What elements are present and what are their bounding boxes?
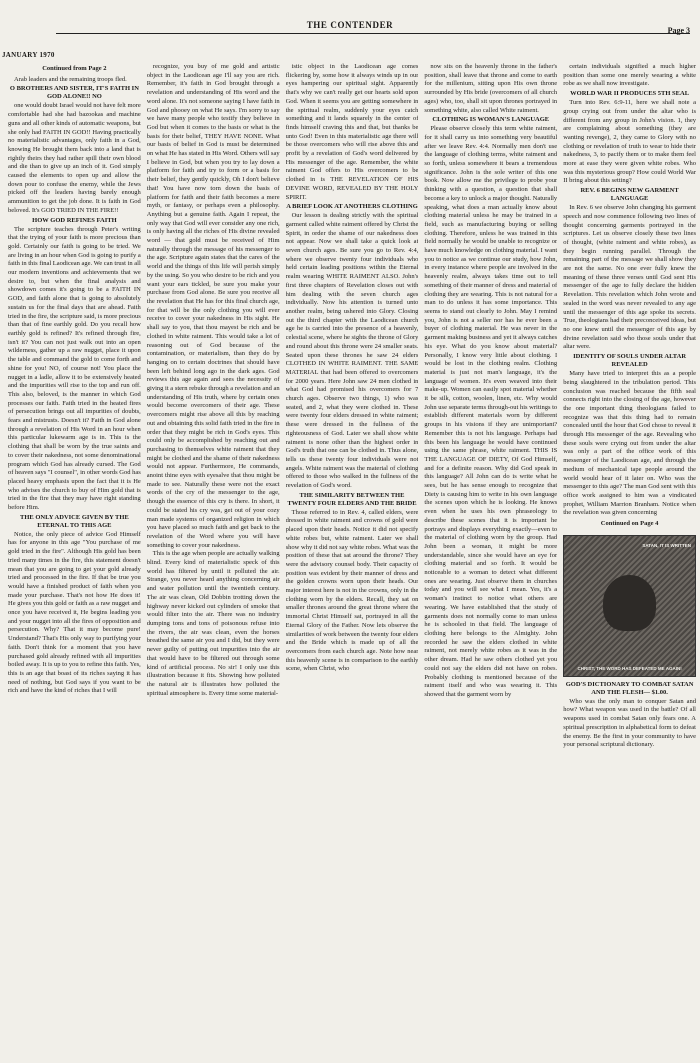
section-heading: REV. 6 BEGINS NEW GARMENT LANGUAGE <box>580 187 679 203</box>
section-heading: A BRIEF LOOK AT ANOTHERS CLOTHING <box>286 203 418 211</box>
section-heading: WORLD WAR II PRODUCES 5TH SEAL <box>570 90 690 98</box>
column-4 <box>424 63 557 1053</box>
article-paragraph: recognize, you buy of me gold and artistic object in the Laodicean age I'll say you are rich. Remember, it's faith in God brought through a revelation and understanding of His word and the word alone. It's not someone saying I have faith in God and phooey on what He says. I'm sorry to say we have many people who testify they believe in God but when it comes to the basis or what is the basis for their belief, THEY HAVE NONE. What our basis of belief in God is must be determined on what He has stated in His Word. Others will say I believe in God, but when you try to lay down a platform for faith and try to form or a basis for their belief, they gently quickly, Oh I don't believe that! You have now torn down the basis of platform for faith and their faith becomes a mere myth, or fantasy, or perhaps even a philosophy. Anything but a genuine faith. Again I repeat, the only way that God will ever consider any one rich, is only having all the riches of His divine revealed word — that gold must be received of Him naturally through the message of his messenger to the age. Scripture again states that the cares of the world and the things of this life will perish simply by the using. So you who desire to be rich and you want your ears tickled, be sure you make your purchase from God alone. Be sure you receive all the revelation that He has for this final church age, for that will be the only clothing you will ever receive to cover your nakedness in His sight. He shall say to you, that thou mayest be rich and be clothed in white raiment. This would take a lot of reasoning out of God because of the contamination, or materialism, than they do by hanging on to certain doctrines that should have been left behind long ago in the dark ages. God reviews this age again and sees the necessity of giving it a stern rebuke through a revelation and an understanding of His truth, where by certain ones would become overcomers of their age. These overcomers might rise above all this by reaching out and obtaining this solid faith tried in the fire in order that they might be rich in God's eyes. This could only be accomplished by reaching out and purchasing to themselves white raiment that they might be clothed and the shame of their nakedness would not appear. Furthermore, He commands, anoint thine eyes with eyesalve that thou might be made to see. Naturally these were not the exact words of the cry of the messenger to the age, though the essence of this cry is there. In short, it could be stated his cry was, get out of your cozy man made systems of organized religion in which you have placed so much faith and get back to the revelation of the Word where you will have something to cover your nakedness. <box>146 63 280 549</box>
figure-label: SATAN, IT IS WRITTEN <box>642 542 691 548</box>
article-paragraph: one would doubt Israel would not have felt more comfortable had she had bazookas and machine guns and all other kinds of automatic weapons, but she only had FAITH IN GOD!! Having practically no materialistic advantages, only faith in a God, knowing He brought them back into a land that is rightly theirs they had rather spill their own blood and die than to give up an inch of it. God simply caused the elements to open up and allow the down pour to confuse the enemy, while the Jews picked off the leaders having barely enough ammunition to get the job done. It is faith in God beloved. It's GOD TRIED IN THE FIRE!! <box>8 102 141 214</box>
article-paragraph: The scripture teaches through Peter's writing that the trying of your faith is more precious than gold. Certainly our faith is going to be tried. We are living in an hour when God is going to purify a faith in this final Laodicean age. We can trust in all our modern inventions and achievements that we desire to, but when the final analysis and showdown comes it's going to be a FAITH IN GOD, and faith alone that is going to absolutely sustain us for the final days that are ahead. Faith tried in the fire, the scripture said, is more precious than that of fine earthly gold. Do you recall how earthly gold is refined? It's refined through fire, isn't it? You can not just walk out into an open wilderness, gather up a raw nugget, place it upon the table and command the gold to come forth and shine for you! NO, of course not! You place the nugget in a ladle, allow it to be extensively heated and the impurities will rise to the top and run off. This also, beloved, is the manner in which God processes our faith. Faith tried in the heated fires of persecution brings out all impurities of doubts, fears and mistrusts. Doesn't it? Faith in God alone through a revelation of His Word in an hour when this particular lukewarm age is in. This is the clothing that shall be worn by the true saints and to cover their nakedness, not some denominational program which God has already cursed. The God of heaven says "I counsel", in other words God has placed heavy emphasis upon the fact that it is He who advises the church to buy of Him gold that is tried in the fire that they may have right standing before Him. <box>8 225 141 512</box>
issue-date: JANUARY 1970 <box>2 51 55 59</box>
article-paragraph: Please observe closely this term white raiment, for it shall carry us into something very beautiful after we leave Rev. 4:4. Normally men don't use the language of clothing terms, white raiment and so forth, unless somewhere it bears a tremendous significance. John is the sole writer of this one book. Now allow me the privilege to probe your thinking with a question, a question that shall become a key to unlock a major thought. Naturally speaking, what does a man actually know about clothing material unless he may be trained in a field, such as manufacturing buying or selling clothing. Therefore, unless he was trained in this field normally he would be unable to recognize or have much knowledge on clothing material. I want you to notice as we continue our study, how John, in every instance where people are involved in the heavenly realm, always takes time out to tell something of their manner of dress and material of clothing they are wearing. This is not natural for a man to do unless it has some importance. This seems to stand out clearly to John. May I remind you, John is not a seller nor has he ever been a buyer of clothing material. He was never in the garment making business and yet it always catches his eye. What do you know about material? Personally, I know very little about clothing. I would be lost in the clothing realm. Clothing material is just not man's language, it's the language of women. It's even weaved into their make-up. Women can easily spot material whether it be silk, cotton, woolen, linen, etc. Why would John use separate terms through-out his writings to establish different materials worn by different groups in his visions if they are unimportant? Remember this is not his language. Perhaps had this been his language he would have continued using the same phrase, white raiment. THIS IS THE LANGUAGE OF DIETY, Of God Himself, and for a definite reason. Why did God speak in this language? All John can do is write what he sees, but he has sense enough to recognize that Diety is causing him to write in his own language the scenes upon which he is looking. He knows even when he uses his own phraseology to describe these scenes that it is important he portrays and displays everything exactly—even to the material of clothing worn by the group. Had John been a woman, it might be more understandable, since she would have an eye for clothing material and so forth. It would be noticeable to a woman to detect what different ones are wearing. Just observe them in churches today and you will see what I mean. Yes, it's a woman's instinct to notice what others are wearing. We have established that the study of garments does not normally come to man unless he is schooled in that field. The language of clothing here belongs to the Almighty. John recorded he saw the elders clothed in white raiment, not merely white robes as it was in the other dream. Had he saw others clothed yet you could not say the elders did not have on robes. Probably clothing is mentioned because of the raiment itself and who was wearing it. This showed that the garment worn by <box>424 125 558 698</box>
section-heading: CLOTHING IS WOMAN'S LANGUAGE <box>432 116 550 124</box>
publication-title: THE CONTENDER <box>306 20 394 30</box>
article-paragraph: Our lesson is dealing strictly with the spiritual garment called white raiment offered by Christ the Spirit, in order the shame of our nakedness does not appear. Now we shall take a quick look at seven church ages. Be sure you go to Rev. 4:4, where we observe twenty four individuals who held certain leading positions within the Eternal realm wearing WHITE RAIMENT ALSO. John's first three chapters of Revelation closes out with him dealing with the seven church ages individually. Now his attention is turned unto another realm, being ushered into Glory. Closing out the third chapter with the Laodicean church age he is carried into the presence of a heavenly, celestial scene, where he sights the throne of Glory and round about this throne were 24 smaller seats. Seated upon these thrones he saw 24 elders CLOTHED IN WHITE RAIMENT. THE SAME MATERIAL that had been offered to overcomers for 2000 years. Here John saw 24 men clothed in what God had promised his overcomers for 7 church ages. Observe two things, 1) who was seated, and 2, what they were clothed in. These were twenty four elders dressed in white raiment; these were dressed in the fullness of the righteousness of God. Later we shall show white raiment is none other than the highest order in God's truth that one can be clothed in. Thus alone, tells us these twenty four individuals were not angels. White raiment was the material of clothing offered to those who walked in the fullness of the revelation of God's word. <box>285 212 419 490</box>
section-heading: THE ONLY ADVICE GIVEN BY THE ETERNAL TO THIS AGE <box>20 513 129 529</box>
figure-caption: CHRIST, THE WORD HAS DEFEATED ME AGAIN! <box>577 666 682 672</box>
cartoon-illustration <box>563 535 696 677</box>
continuation-note: Continued from Page 2 <box>42 65 107 72</box>
section-heading: HOW GOD REFINES FAITH <box>32 216 117 224</box>
column-3 <box>286 63 419 1053</box>
column-2 <box>147 63 280 1053</box>
article-paragraph: This is the age when people are actually walking blind. Every kind of materialistic speck of this world has filtered by until it polluted the air. Strange, you never heard anything concerning air and water pollution until the twentieth century. The air was clean, Old Dobbin trotting down the highway never kicked out cylinders of smoke that would filter into the air. There was no industry dumping tons and tons of poisonous refuse into the rivers, the air was clean, even the horses breathed the same air you and I did, but they were never guilty of putting out impurities into the air that would have to be filtered out through some kind of artificial process. No sir! I only use this illustration because it fits. Showing how polluted the natural air is illustrates how polluted the spiritual atmosphere is. Every time some material- <box>146 550 280 697</box>
article-paragraph: Who was the only man to conquer Satan and how? What weapon was used in the battle? Of all weapons used in combat Satan only fears one. A spiritual prescription in alphabetical form to defeat the enemy. Be the first in your community to have your personal scriptural dictionary. <box>563 697 696 749</box>
column-1 <box>8 63 141 1053</box>
article-paragraph: Arab leaders and the remaining troops fled. <box>14 75 127 83</box>
section-heading: GOD'S DICTIONARY TO COMBAT SATAN AND THE FLESH— $1.00. <box>565 680 694 696</box>
header-rule <box>56 33 690 34</box>
section-heading: THE SIMILARITY BETWEEN THE TWENTY FOUR ELDERS AND THE BRIDE <box>287 491 417 507</box>
section-heading: IDENTITY OF SOULS UNDER ALTAR REVEALED <box>573 353 687 369</box>
article-paragraph: now sits on the heavenly throne in the father's position, shall leave that throne and come to earth for the millenium, sitting upon His own throne surrounded by His bride (overcomers of all church ages) who, too, shall sit upon thrones portrayed in something white, also called White raiment. <box>424 63 558 114</box>
column-5 <box>563 63 696 1053</box>
article-paragraph: Turn into Rev. 6:9-11, here we shall note a group crying out from under the altar who is different from any group in John's vision. 1, they are complaining about something (they are wanting revenge), 2, they came to Glory with no clothing or revelation of truth to wear to hide their nakedness, 3, to pacify them or to make them feel more at ease they were given white robes. Who was this mysterious group? How could World War II bring about this setting? <box>563 99 696 185</box>
article-paragraph: Notice, the only piece of advice God Himself has for anyone in this age "You purchase of me gold tried in the fire". Although His gold has been tried many times in the fire, this statement doesn't mean that you are going to get your gold already tried and processed in the fire. If that be true you would have a finished product of faith when you made your purchase. That's not how He does it! He gives you this gold or faith as a raw nugget and once you have received it, He begins leading you and your nugget into all the fires of opposition and persecution. Why? That it may become pure! Understand? That's His only way to purifying your faith. Don't think for a moment that you have purchased gold already refined with all impurities boiled away. It is up to you to refine this faith. Yes, this is an age that boast of its riches saying it has need of nothing, but God says if you want to be rich and have the kind of riches that I will <box>8 530 141 695</box>
continuation-note: Continued on Page 4 <box>600 520 659 528</box>
article-paragraph: Those referred to in Rev. 4, called elders, were dressed in white raiment and crowns of gold were placed upon their heads. Notice it did not specify white robes but, white raiment. Later we shall show why it did not say white robes. What was the position of these that sat around the throne? They were the advisory counsel body. Their capacity of position was evident by their manner of dress and the golden crowns worn upon their heads. Our major interest here is not in the crowns, only in the clothing worn by the elders. Recall, they sat on smaller thrones around the great throne where the immortal Christ Himself sat, portrayed in all the Eternal Glory of the Father. Now lets observe the similarities of work between the twenty four elders and the Bride which is made up of all the overcomers from each church age. Note how near this heavenly scene is in comparison to the earthly scene, when Christ, who <box>285 508 419 673</box>
page-number: Page 3 <box>667 26 690 35</box>
article-paragraph: istic object in the Laodicean age comes flickering by, some how it always winds up in our eyes hampering our spiritual sight. Apparently that's why we can't really get our hearts sold upon God. When it seems you are getting somewhere in the spiritual realm, suddenly your eyes catch something and it lands squarely in the center of finds himself craving this and that, but thanks be unto God! Even in this materialistic age there will be those overcomers who will rise above this and profit by a revelation of God's word delivered by His messenger of the age. Remember, the white raiment God offers to His overcomers to be clothed in is THE REVELATION OF HIS DEVINE WORD, REVEALED BY THE HOLY SPIRIT. <box>285 63 419 201</box>
masthead <box>6 10 694 40</box>
article-paragraph: In Rev. 6 we observe John changing his garment speech and now commence following two lines of thought concerning garments portrayed in the scriptures. Let us observe closely these two lines of thought, (white raiment and white robes), as they begin running parallel. Through the remaining part of the message we shall show they are not the same. No one ever fully knew the meaning of these three verses until God sent His messenger of the age to fully declare the hidden Revelation. This revelation which John wrote and sealed in the word was never revealed to any age until the messenger of this age spoke its secrets. True, theologians had their preconceived ideas, but no one knew until the messenger of this age by divine revelation said who those souls under that altar were. <box>563 204 696 351</box>
section-heading: O BROTHERS AND SISTER, IT'S FAITH IN GOD ALONE!! NO <box>9 85 139 101</box>
article-columns <box>8 63 696 1053</box>
figure-silhouette <box>603 575 655 631</box>
article-paragraph: Many have tried to interpret this as a people being slaughtered in the tribulation period. This conclusion was reached because the fifth seal connects right into the closing of the age, however the one important thing theologians failed to recognize was that this thing had to remain concealed until the hour that God chose to reveal it through His messenger of the age. Revealing who these souls were crying out from under the altar was only a part of the office work of this messenger of the Laodicean age, and through the medium of mechanical tape people around the world would hear of it later on. Who was the messenger to this age? The man God sent with this office work assigned to him was a vindicated prophet, William Marrion Branham. Notice when the revelation was given concerning <box>563 370 696 517</box>
article-paragraph: certain individuals signified a much higher position than some one merely wearing a white robe as we shall now investigate. <box>563 63 696 88</box>
